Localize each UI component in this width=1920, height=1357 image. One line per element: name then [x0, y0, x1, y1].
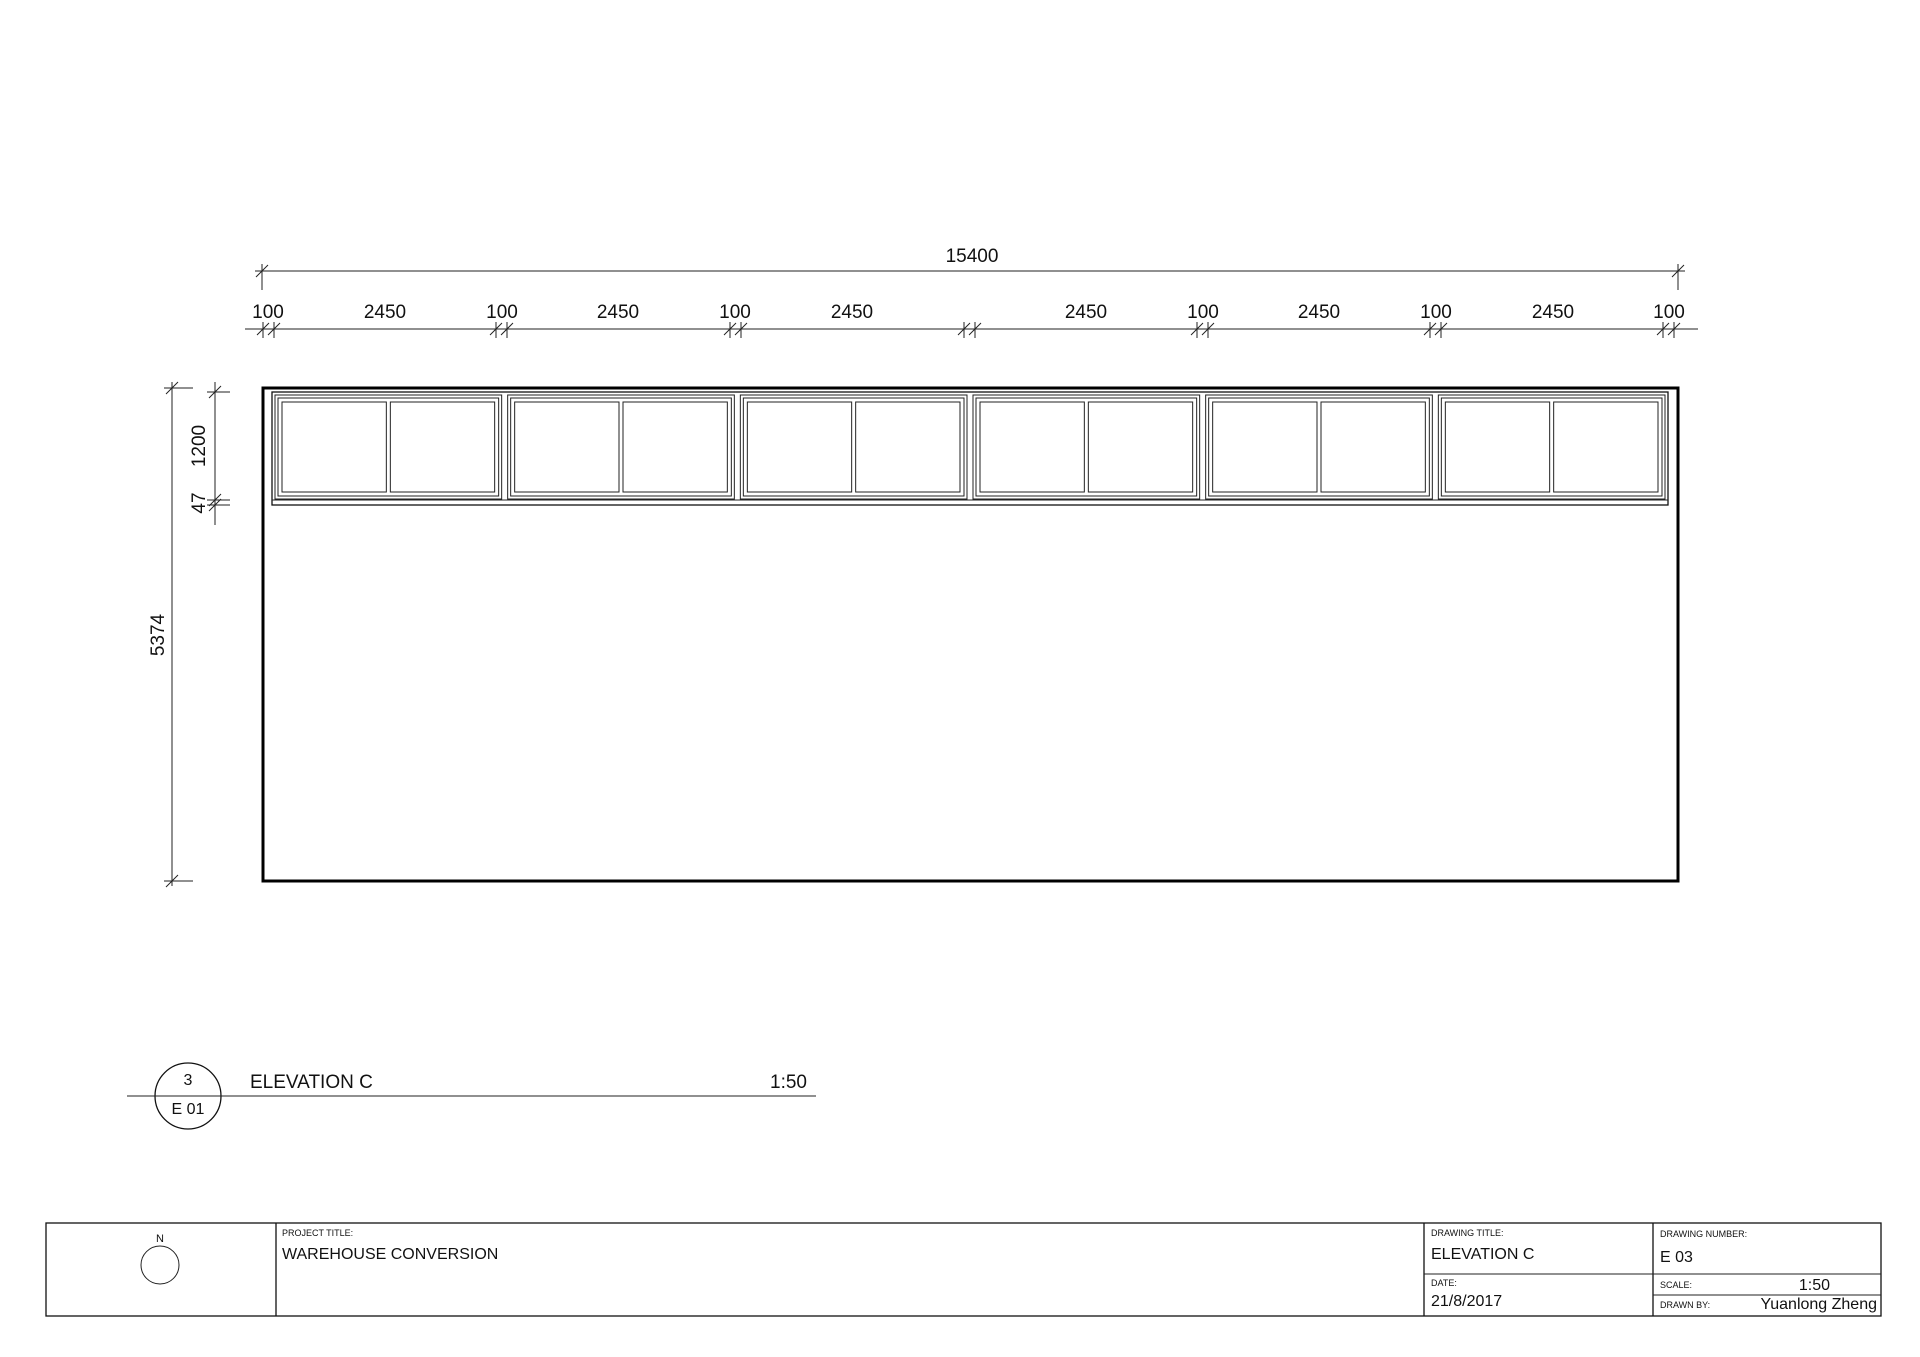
window-pane — [1088, 402, 1192, 492]
window-bay — [973, 395, 1200, 499]
segment-width-label: 2450 — [1064, 302, 1108, 323]
segment-width-label: 100 — [486, 302, 518, 323]
date-label: DATE: — [1431, 1278, 1457, 1288]
overall-height-label: 5374 — [148, 613, 169, 657]
window-height-label: 1200 — [189, 424, 210, 468]
title-block — [46, 1223, 1881, 1316]
drawn-by-name: Yuanlong Zheng — [1760, 1296, 1877, 1313]
date-value: 21/8/2017 — [1431, 1293, 1503, 1310]
window-strip — [272, 392, 1668, 505]
segment-width-label: 100 — [252, 302, 284, 323]
segment-width-label: 100 — [1653, 302, 1685, 323]
drawing-number: E 03 — [1660, 1249, 1693, 1266]
project-title: WAREHOUSE CONVERSION — [282, 1246, 499, 1263]
segment-width-dimension-chain — [245, 302, 1698, 338]
segment-width-label: 2450 — [363, 302, 407, 323]
window-pane — [623, 402, 727, 492]
segment-width-label: 100 — [1420, 302, 1452, 323]
drawing-number-label: DRAWING NUMBER: — [1660, 1229, 1748, 1239]
window-pane — [856, 402, 960, 492]
window-pane — [1445, 402, 1549, 492]
segment-width-label: 100 — [1187, 302, 1219, 323]
sill-height-label: 47 — [189, 492, 210, 514]
view-label — [127, 1063, 816, 1129]
window-pane — [390, 402, 494, 492]
segment-width-label: 100 — [719, 302, 751, 323]
overall-width-dimension — [255, 246, 1685, 290]
view-number: 3 — [183, 1072, 193, 1089]
overall-height-dimension — [148, 382, 193, 887]
scale-label: SCALE: — [1660, 1280, 1693, 1290]
window-bay — [1206, 395, 1433, 499]
building-elevation-outline — [263, 388, 1678, 881]
window-pane — [515, 402, 619, 492]
segment-width-label: 2450 — [596, 302, 640, 323]
drawn-by-label: DRAWN BY: — [1660, 1300, 1711, 1310]
window-pane — [747, 402, 851, 492]
north-label: N — [156, 1233, 164, 1245]
window-bay — [275, 395, 502, 499]
segment-width-label: 2450 — [1531, 302, 1575, 323]
window-pane — [980, 402, 1084, 492]
window-pane — [282, 402, 386, 492]
view-sheet-reference: E 01 — [171, 1101, 205, 1118]
view-scale: 1:50 — [770, 1072, 807, 1093]
north-arrow — [141, 1233, 179, 1284]
window-bay — [508, 395, 735, 499]
segment-width-label: 2450 — [830, 302, 874, 323]
window-height-dimension — [189, 382, 230, 525]
segment-width-label: 2450 — [1297, 302, 1341, 323]
window-bay — [740, 395, 967, 499]
window-bay — [1438, 395, 1665, 499]
window-pane — [1554, 402, 1658, 492]
view-title: ELEVATION C — [250, 1072, 373, 1093]
drawing-title: ELEVATION C — [1431, 1246, 1535, 1263]
overall-width-label: 15400 — [945, 246, 999, 267]
project-title-label: PROJECT TITLE: — [282, 1228, 354, 1238]
window-pane — [1321, 402, 1425, 492]
window-pane — [1213, 402, 1317, 492]
scale-value: 1:50 — [1798, 1277, 1830, 1294]
drawing-title-label: DRAWING TITLE: — [1431, 1228, 1504, 1238]
